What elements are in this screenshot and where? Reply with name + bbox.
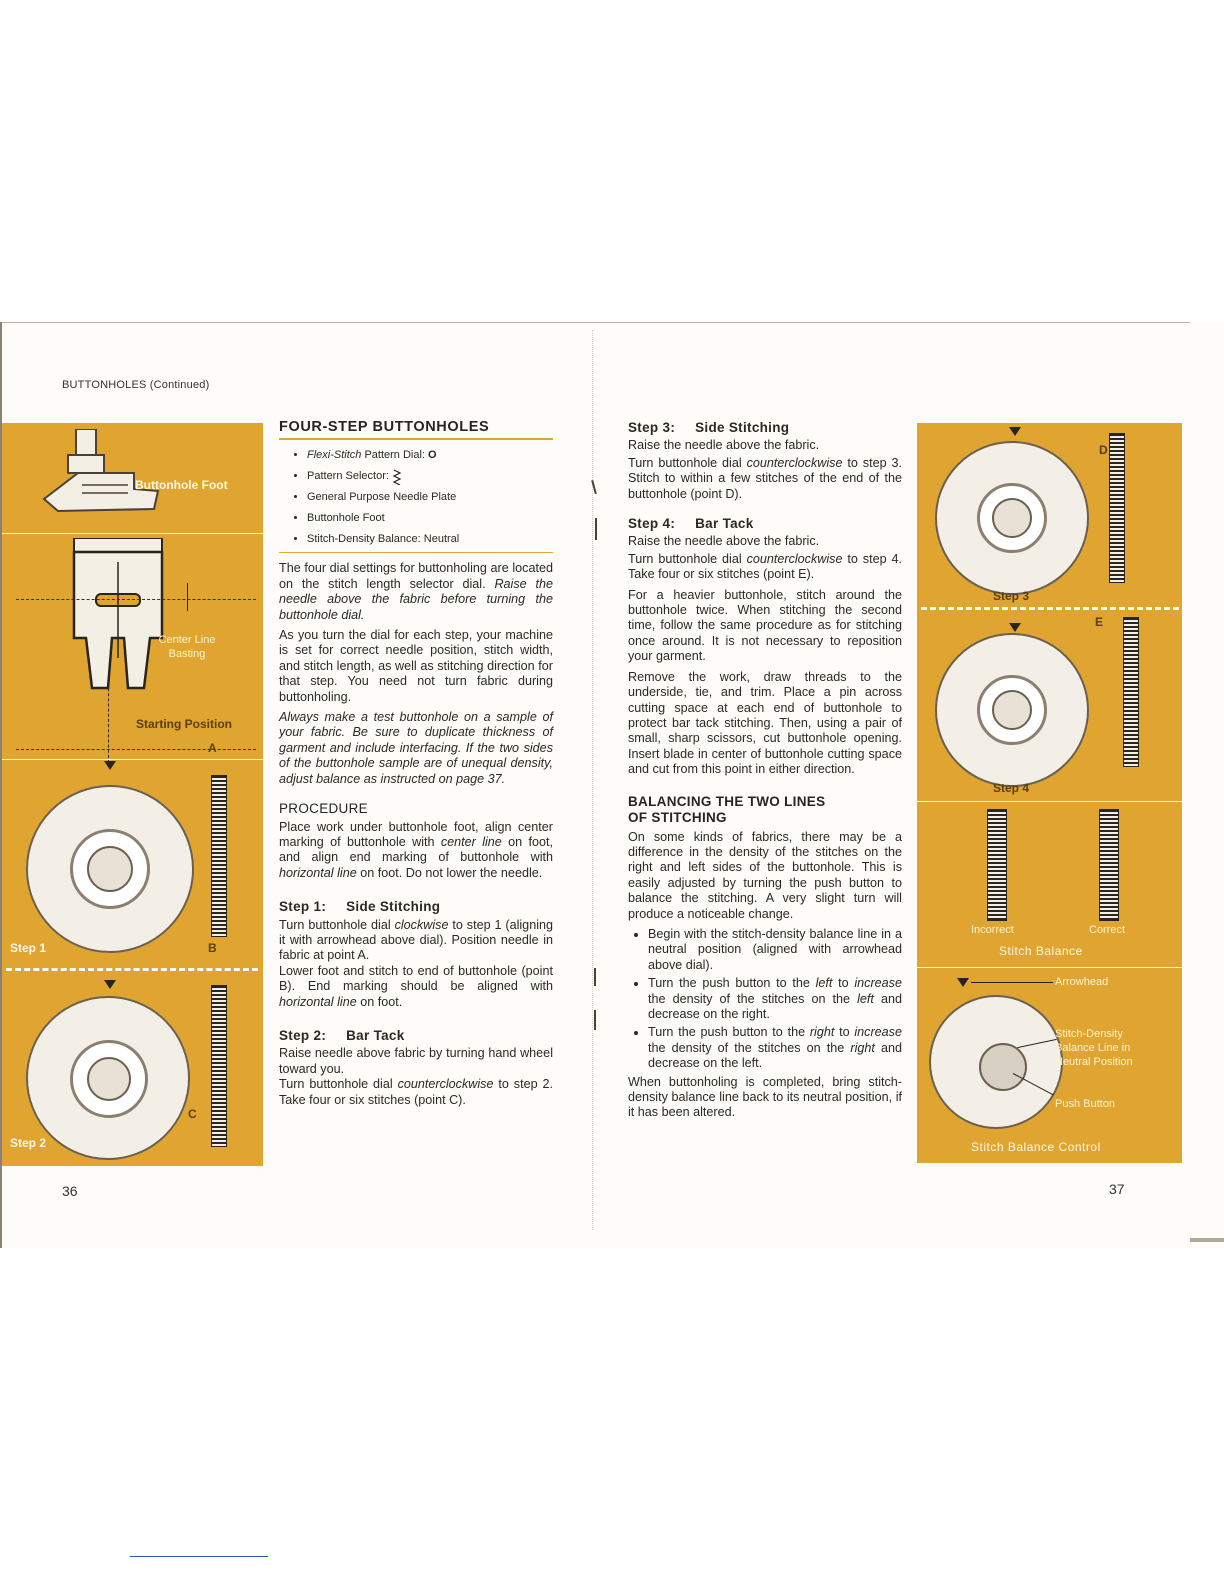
- dial-hub: [87, 846, 133, 892]
- step2-paragraph-2: Turn buttonhole dial counterclockwise to step 2. Take four or six stitches (point C).: [279, 1077, 554, 1107]
- balancing-list: [628, 927, 902, 1072]
- arrowhead-icon: [1009, 623, 1021, 632]
- left-text-column: [279, 420, 553, 1113]
- remove-work-paragraph: Remove the work, draw threads to the underside, tie, and trim. Place a pin across cutting space at each end of buttonhole to protect bar tack stitching. Then, using a pair of small, sharp scissors, cut buttonhole opening. Insert blade in center of buttonhole cutting space and cut from this point in either direction.: [628, 669, 902, 777]
- dial-ring: [70, 1040, 148, 1118]
- arrowhead-pointer: [971, 982, 1053, 983]
- balancing-paragraph: On some kinds of fabrics, there may be a difference in the density of the stitches on the right and left sides of the buttonhole. This is easily adjusted by turning the push button to balance the stitching. A very slight turn will produce a noticeable change.: [628, 829, 902, 921]
- correct-buttonhole-icon: [1099, 809, 1119, 921]
- step-separator-dash: [6, 968, 258, 971]
- foot-top-view-icon: [66, 538, 186, 708]
- test-paragraph: Always make a test buttonhole on a sample of your fabric. Be sure to duplicate thickness of garment and include interfacing. If the two sides of the buttonhole sample are of unequal density, adjust balance as instructed on page 37.: [279, 710, 553, 786]
- panel-divider: [917, 801, 1182, 802]
- panel-divider: [2, 759, 263, 760]
- settings-list: [279, 446, 553, 548]
- balancing-bullet: • Turn the push button to the right to increase the density of the stitches on the right and decrease on the left.: [648, 1025, 902, 1071]
- step1-paragraph-2: Lower foot and stitch to end of buttonhole (point B). End marking should be aligned with horizontal line on foot.: [279, 963, 553, 1009]
- step3-paragraph: Raise the needle above the fabric.: [628, 438, 820, 453]
- horizontal-line-dash: [16, 749, 256, 750]
- setting-item: • General Purpose Needle Plate: [307, 488, 553, 506]
- point-e-label: E: [1095, 615, 1104, 629]
- point-c-label: C: [188, 1107, 197, 1121]
- step4-label: Step 4: [993, 781, 1030, 795]
- dial-ring: [70, 829, 150, 909]
- step4-title: Step 4: Bar Tack: [628, 516, 754, 532]
- stitch-length-dial: [935, 441, 1089, 595]
- point-d-label: D: [1099, 443, 1108, 457]
- center-fold: [592, 330, 593, 1230]
- panel-divider: [2, 533, 263, 534]
- right-page-number: 37: [1109, 1181, 1125, 1197]
- scan-edge-mark: [1190, 1238, 1224, 1242]
- starting-position-label: Starting Position: [136, 717, 232, 731]
- step1-paragraph: Turn buttonhole dial clockwise to step 1 (aligning it with arrowhead above dial). Position needle in fabric at point A.: [279, 917, 553, 963]
- four-step-title: FOUR-STEP BUTTONHOLES: [279, 419, 490, 435]
- balancing-bullet: • Turn the push button to the left to increase the density of the stitches on the left and decrease on the right.: [648, 976, 902, 1022]
- step4-paragraph-2: Turn buttonhole dial counterclockwise to step 4. Take four or six stitches (point E).: [628, 551, 903, 582]
- balancing-bullet: • Begin with the stitch-density balance line in a neutral position (aligned with arrowhead above dial).: [648, 927, 902, 973]
- fold-mark: [594, 968, 596, 986]
- dial-ring: [977, 675, 1047, 745]
- left-illustration-panel: [2, 423, 263, 1166]
- completion-paragraph: When buttonholing is completed, bring stitch-density balance line back to its neutral position, if it has been altered.: [628, 1074, 902, 1120]
- stitch-length-dial: [26, 996, 190, 1160]
- setting-item: • Pattern Selector:: [307, 467, 553, 485]
- stitch-balance-label: Stitch Balance: [999, 944, 1083, 958]
- dial-ring: [977, 483, 1047, 553]
- step3-label: Step 3: [993, 589, 1030, 603]
- center-line-dash: [16, 599, 256, 600]
- setting-item: • Buttonhole Foot: [307, 509, 553, 527]
- setting-item: • Stitch-Density Balance: Neutral: [307, 530, 553, 548]
- step4-paragraph: Raise the needle above the fabric.: [628, 534, 820, 549]
- dial-hub: [87, 1057, 131, 1101]
- arrowhead-icon: [104, 980, 116, 989]
- step1-label: Step 1: [10, 941, 47, 955]
- incorrect-label: Incorrect: [971, 924, 1014, 936]
- stitch-balance-control-label: Stitch Balance Control: [971, 1140, 1101, 1154]
- buttonhole-foot-label: Buttonhole Foot: [135, 478, 228, 492]
- running-head: BUTTONHOLES (Continued): [62, 379, 210, 391]
- pointer-line: [187, 583, 188, 611]
- zigzag-stitch-icon: [211, 985, 227, 1147]
- procedure-title: PROCEDURE: [279, 801, 368, 817]
- balancing-title: BALANCING THE TWO LINES OF STITCHING: [628, 793, 826, 825]
- center-marker-dash: [108, 683, 110, 763]
- title-rule: [279, 438, 553, 440]
- arrowhead-icon: [1009, 427, 1021, 436]
- zigzag-pattern-icon: [392, 469, 402, 485]
- zigzag-stitch-icon: [1109, 433, 1125, 583]
- push-button-knob: [979, 1043, 1027, 1091]
- stitch-length-dial: [935, 633, 1089, 787]
- incorrect-buttonhole-icon: [987, 809, 1007, 921]
- point-b-label: B: [208, 941, 217, 955]
- fold-mark: [594, 1010, 596, 1030]
- step-separator-dash: [921, 607, 1179, 610]
- intro-paragraph: The four dial settings for buttonholing are located on the stitch length selector dial. Raise the needle above the fabric before turning the buttonhole dial.: [279, 561, 553, 622]
- procedure-paragraph: Place work under buttonhole foot, align center marking of buttonhole with center line on foot, and align end marking of buttonhole with horizontal line on foot. Do not lower the needle.: [279, 819, 553, 880]
- step3-paragraph-2: Turn buttonhole dial counterclockwise to step 3. Stitch to within a few stitches of the end of the buttonhole (point D).: [628, 455, 903, 501]
- point-a-label: A: [208, 741, 217, 755]
- arrowhead-icon: [104, 761, 116, 770]
- heavier-paragraph: For a heavier buttonhole, stitch around the buttonhole twice. When stitching the second time, follow the same procedure as for stitching once around. It is not necessary to reposition your garment.: [628, 587, 902, 664]
- buttonhole-foot-icon: [38, 429, 168, 521]
- balance-line-label: Stitch-Density Balance Line in Neutral Position: [1055, 1028, 1133, 1068]
- dial-paragraph: As you turn the dial for each step, your machine is set for correct needle position, stitch width, and stitch length, as well as stitching direction for that step. You need not turn fabric during buttonholing.: [279, 628, 553, 704]
- arrowhead-label: Arrowhead: [1055, 976, 1109, 988]
- correct-label: Correct: [1089, 924, 1126, 936]
- center-line-label: Center Line Basting: [158, 634, 216, 660]
- push-button-label: Push Button: [1055, 1098, 1115, 1110]
- dial-hub: [992, 498, 1032, 538]
- left-page-number: 36: [62, 1183, 78, 1199]
- step2-title: Step 2: Bar Tack: [279, 1027, 405, 1043]
- right-illustration-panel: [917, 423, 1182, 1163]
- panel-divider: [917, 967, 1182, 968]
- arrowhead-icon: [957, 978, 969, 987]
- section-rule: [279, 552, 553, 553]
- page-top-edge: [0, 322, 1190, 323]
- zigzag-stitch-icon: [1123, 617, 1139, 767]
- setting-item: • Flexi-Stitch Pattern Dial: O: [307, 446, 553, 464]
- step3-title: Step 3: Side Stitching: [628, 420, 790, 435]
- fold-mark: [595, 518, 597, 540]
- right-text-column: [628, 420, 902, 1126]
- scan-underline-mark: [130, 1556, 268, 1557]
- zigzag-stitch-icon: [211, 775, 227, 937]
- step2-paragraph: Raise needle above fabric by turning hand wheel toward you.: [279, 1046, 553, 1076]
- stitch-length-dial: [26, 785, 194, 953]
- dial-hub: [992, 690, 1032, 730]
- step2-label: Step 2: [10, 1136, 47, 1150]
- step1-title: Step 1: Side Stitching: [279, 899, 441, 915]
